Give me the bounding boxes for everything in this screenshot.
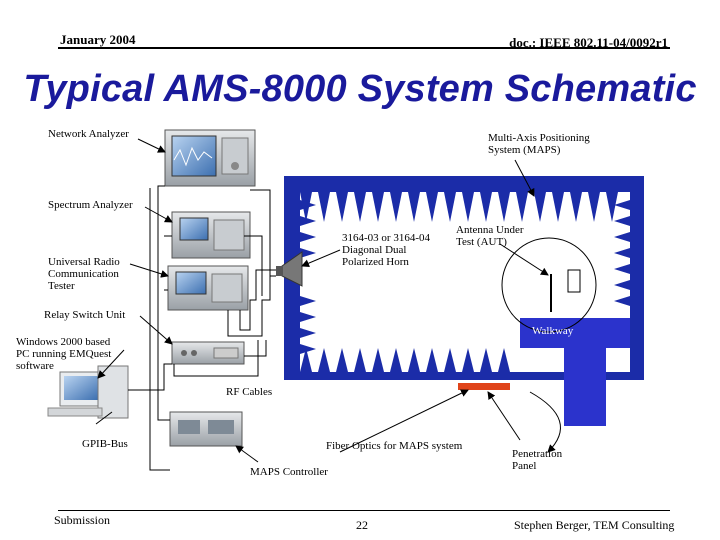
label-rf-cables: RF Cables: [226, 386, 273, 398]
label-maps: [488, 132, 590, 156]
label-radio-tester: [48, 256, 120, 292]
label-walkway: Walkway: [532, 325, 574, 337]
header-doc-id: doc.: IEEE 802.11-04/0092r1: [509, 35, 668, 50]
label-penetration-line1: Penetration: [512, 448, 563, 460]
label-pc-line3: software: [16, 360, 54, 372]
spectrum-analyzer-image: [172, 212, 250, 258]
relay-switch-unit-image: [172, 342, 244, 364]
label-pc-line2: PC running EMQuest: [16, 348, 112, 360]
label-horn-line3: Polarized Horn: [342, 256, 409, 268]
label-horn: [342, 232, 430, 268]
label-penetration-panel: [512, 448, 562, 472]
label-aut: [456, 224, 524, 248]
label-radio-tester-line3: Tester: [48, 280, 75, 292]
label-radio-tester-line2: Communication: [48, 268, 119, 280]
label-aut-line1: Antenna Under: [456, 224, 524, 236]
label-pc: [16, 336, 111, 372]
label-penetration-line2: Panel: [512, 460, 537, 472]
network-analyzer-image: [165, 130, 255, 186]
label-horn-line1: 3164-03 or 3164-04: [342, 232, 430, 244]
footer-rule: [58, 510, 670, 511]
label-fiber-optics: Fiber Optics for MAPS system: [326, 440, 463, 452]
label-relay-switch-unit: Relay Switch Unit: [44, 309, 126, 321]
footer-submission: Submission: [54, 513, 111, 527]
label-spectrum-analyzer: Spectrum Analyzer: [48, 199, 133, 211]
label-maps-controller: MAPS Controller: [250, 466, 328, 478]
penetration-panel: [458, 383, 510, 390]
label-horn-line2: Diagonal Dual: [342, 244, 407, 256]
anechoic-chamber: [284, 176, 644, 426]
pc-workstation-image: [48, 366, 128, 418]
maps-controller-image: [170, 412, 242, 446]
footer-page-number: 22: [356, 518, 368, 532]
header-date: January 2004: [60, 32, 136, 47]
label-gpib-bus: GPIB-Bus: [82, 438, 128, 450]
label-radio-tester-line1: Universal Radio: [48, 256, 120, 268]
label-pc-line1: Windows 2000 based: [16, 336, 111, 348]
label-maps-line1: Multi-Axis Positioning: [488, 132, 590, 144]
radio-tester-image: [168, 266, 248, 310]
label-maps-line2: System (MAPS): [488, 144, 561, 156]
label-aut-line2: Test (AUT): [456, 236, 507, 248]
footer-author: Stephen Berger, TEM Consulting: [514, 518, 675, 532]
label-network-analyzer: Network Analyzer: [48, 128, 129, 140]
slide-title: Typical AMS-8000 System Schematic: [23, 68, 697, 110]
